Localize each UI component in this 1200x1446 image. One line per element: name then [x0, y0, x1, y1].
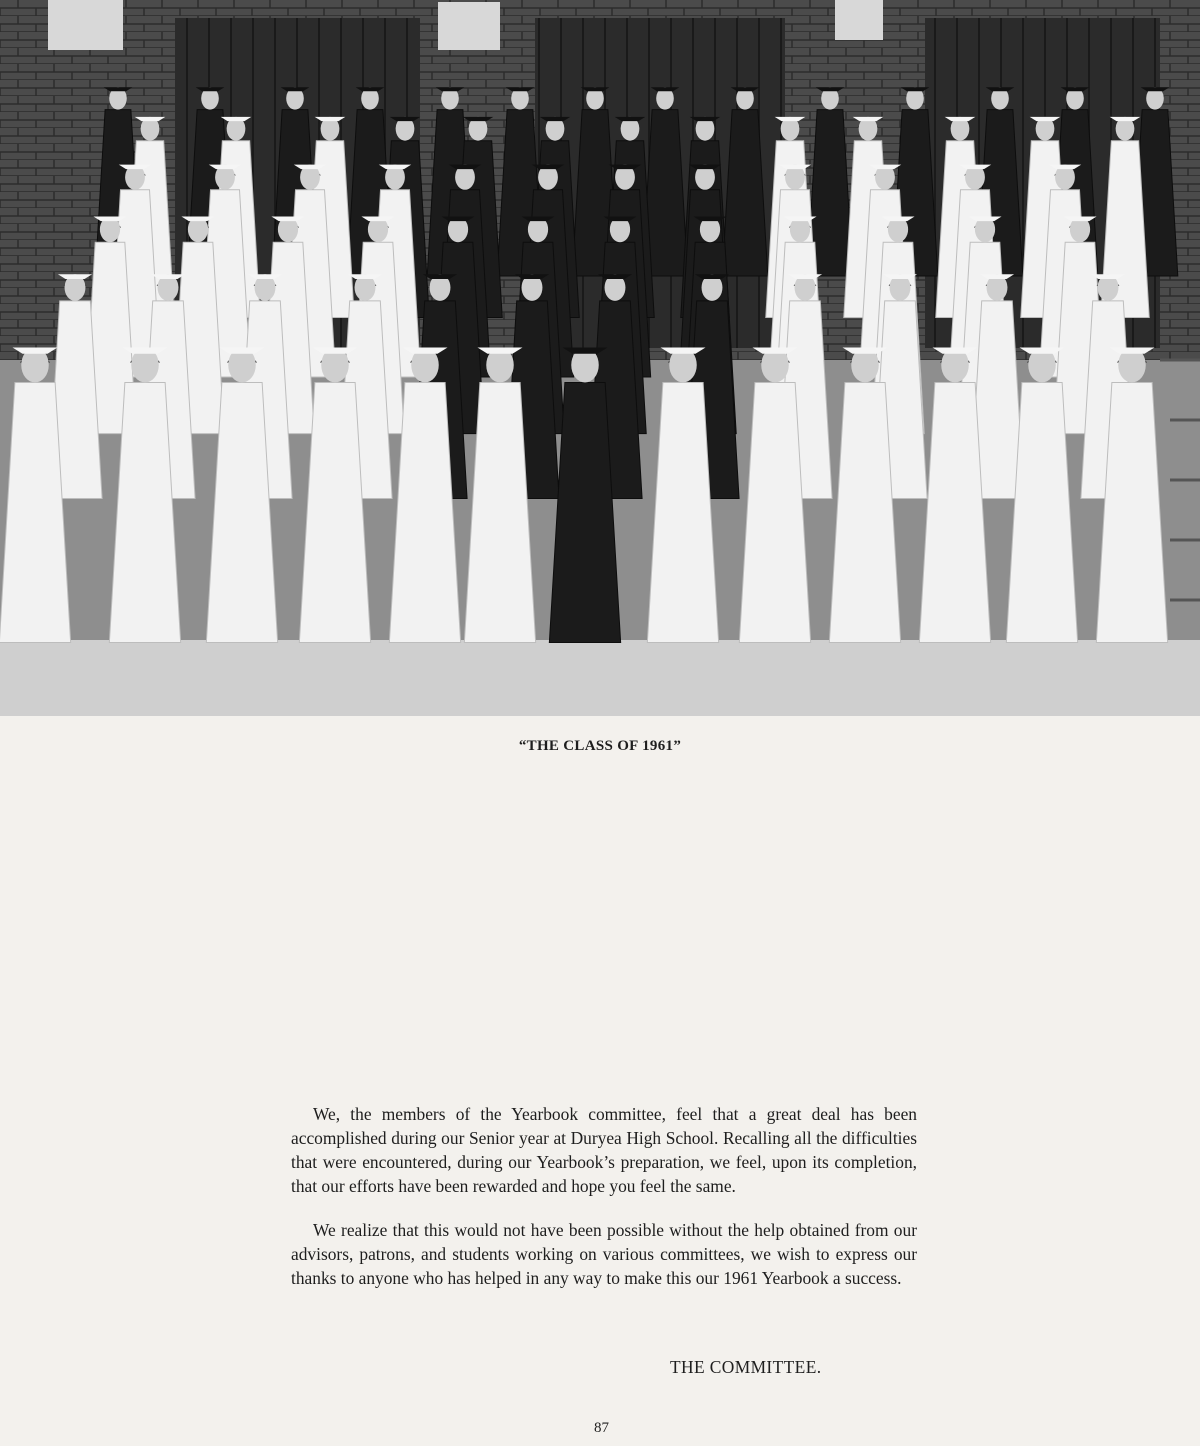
message-paragraph-1: We, the members of the Yearbook committee, feel that a great deal has been accomplished during our Senior year at Duryea High School. Recalling all the difficulties that were encountered, during our Yearbook’s preparation, we feel, upon its completion, that our efforts have been rewarded and hope you feel the same.	[291, 1104, 917, 1196]
class-photo	[0, 0, 1200, 716]
class-photo-image	[0, 0, 1200, 716]
photo-caption: “THE CLASS OF 1961”	[518, 738, 682, 754]
page-number: 87	[594, 1420, 609, 1436]
message-paragraph-2: We realize that this would not have been possible without the help obtained from our advisors, patrons, and students working on various committees, we wish to express our thanks to anyone who has helped in any way to make this our 1961 Yearbook a success.	[291, 1220, 917, 1288]
signature: THE COMMITTEE.	[670, 1357, 822, 1377]
committee-message	[291, 1102, 917, 1290]
